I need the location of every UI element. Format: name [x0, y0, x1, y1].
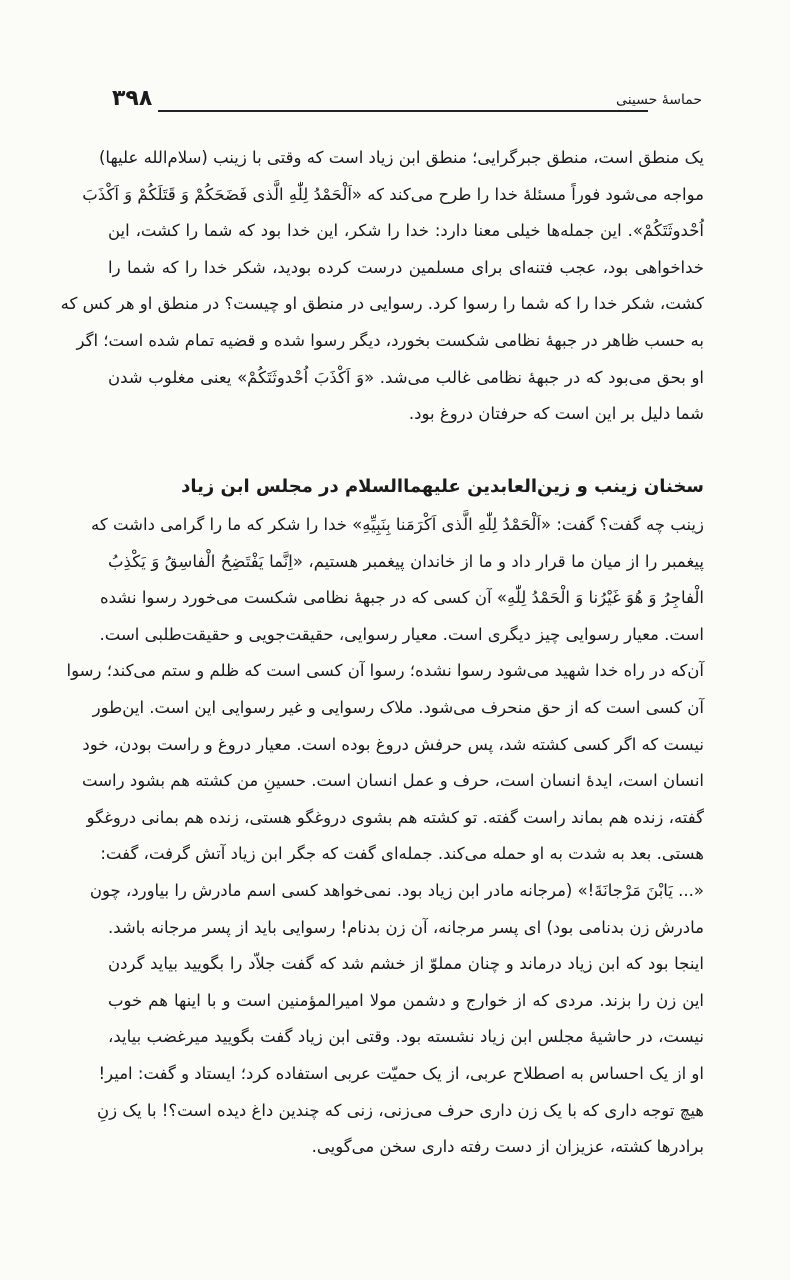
- text-line: پیغمبر را از میان ما قرار داد و ما از خاندان پیغمبر هستیم، «اِنَّما یَفْتَضِحُ الْفاسِقُ وَ یَکْذِبُ: [108, 551, 704, 571]
- text-line: «... یَابْنَ مَرْجانَةَ!» (مرجانه مادر ابن زیاد بود. نمی‌خواهد کسی اسم مادرش را بیاورد، چون: [89, 880, 704, 900]
- text-line: برادرها کشته، عزیزان از دست رفته داری سخن می‌گویی.: [311, 1137, 704, 1157]
- text-line: گفته، زنده هم بماند راست گفته. تو کشته هم بشوی دروغگو هستی، زنده هم بمانی دروغگو: [86, 807, 704, 827]
- text-line: به حسب ظاهر در جبههٔ نظامی شکست بخورد، دیگر رسوا شده و قضیه تمام شده است؛ اگر: [76, 330, 704, 350]
- text-line: انسان است، ایدهٔ انسان است، حرف و عمل انسان است. حسینِ من کشته هم بشود راست: [82, 771, 704, 791]
- text-line: زینب چه گفت؟ گفت: «اَلْحَمْدُ لِلّٰهِ الَّذی اَکْرَمَنا بِنَبِیِّهِ» خدا را شکر که ما را گرامی داشت که: [91, 515, 704, 534]
- text-line: نیست که اگر کسی کشته شد، پس حرفش دروغ بوده است. معیار دروغ و راست بودن، خود: [82, 734, 704, 754]
- text-line: نیست، در حاشیهٔ مجلس ابن زیاد نشسته بود. وقتی ابن زیاد گفت بگویید میرغضب بیاید،: [108, 1027, 704, 1047]
- text-line: مواجه می‌شود فوراً مسئلهٔ خدا را طرح می‌کند که «اَلْحَمْدُ لِلّٰهِ الَّذی فَضَحَکُمْ وَ قَتَلَکُمْ وَ اَکْذَبَ: [82, 184, 704, 204]
- paragraph-1: [60, 140, 704, 433]
- header-rule: [158, 110, 648, 112]
- text-line: است. معیار رسوایی چیز دیگری است. معیار رسوایی، حقیقت‌جویی و حقیقت‌طلبی است.: [99, 624, 704, 644]
- text-line: این زن را بزند. مردی که از خوارج و دشمن مولا امیرالمؤمنین است و با اینها هم خوب: [108, 990, 704, 1010]
- text-line: خداخواهی بود، عجب فتنه‌ای برای مسلمین درست کرده بودید، شکر خدا را که شما را: [108, 257, 704, 277]
- text-line: شما دلیل بر این است که حرفتان دروغ بود.: [408, 404, 704, 424]
- text-line: آن‌که در راه خدا شهید می‌شود رسوا نشده؛ رسوا آن کسی است که ظلم و ستم می‌کند؛ رسوا: [66, 661, 704, 681]
- text-line: الْفاجِرُ وَ هُوَ غَیْرُنا وَ الْحَمْدُ لِلّٰهِ» آن کسی که در جبههٔ نظامی شکست می‌خورد رسوا نشده: [99, 588, 704, 608]
- text-line: اینجا بود که ابن زیاد درماند و چنان مملوّ از خشم شد که گفت جلاّد را بگویید بیاید گردن: [108, 954, 704, 974]
- text-line: او از یک احساس به اصطلاح عربی، از یک حمیّت عربی استفاده کرد؛ ایستاد و گفت: امیر!: [98, 1063, 704, 1083]
- text-line: هیچ توجه داری که با یک زن داری حرف می‌زنی، زنی که چندین داغ دیده است؟! با یک زنِ: [96, 1100, 704, 1120]
- text-line: آن کسی است که از حق منحرف می‌شود. ملاک رسوایی و غیر رسوایی این است. این‌طور: [92, 697, 704, 717]
- text-line: یک منطق است، منطق جبرگرایی؛ منطق ابن زیاد است که وقتی با زینب (سلام‌الله علیها): [98, 148, 704, 167]
- text-line: هستی. بعد به شدت به او حمله می‌کند. جمله‌ای گفت که جگر ابن زیاد آتش گرفت، گفت:: [100, 844, 704, 864]
- section-heading: سخنان زینب و زین‌العابدین علیهما‌السلام در مجلس ابن زیاد: [181, 476, 704, 497]
- paragraph-2: [66, 507, 704, 1166]
- text-line: اُحْدوثَتَکُمْ». این جمله‌ها خیلی معنا دارد: خدا را شکر، این خدا بود که شما را کشت، این: [108, 221, 704, 241]
- book-title: حماسهٔ حسینی: [616, 92, 702, 108]
- text-line: کشت، شکر خدا را که شما را رسوا کرد. رسوایی در منطق او چیست؟ در منطق او هر کس که: [60, 294, 704, 314]
- text-line: مادرش زن بدنامی بود) ای پسر مرجانه، آن زن بدنام! رسوایی باید از پسر مرجانه باشد.: [108, 917, 704, 937]
- page-number: ۳۹۸: [112, 86, 153, 111]
- text-line: او بحق می‌بود که در جبههٔ نظامی غالب می‌شد. «وَ اَکْذَبَ اُحْدوثَتَکُمْ» یعنی مغلوب شدن: [108, 367, 704, 387]
